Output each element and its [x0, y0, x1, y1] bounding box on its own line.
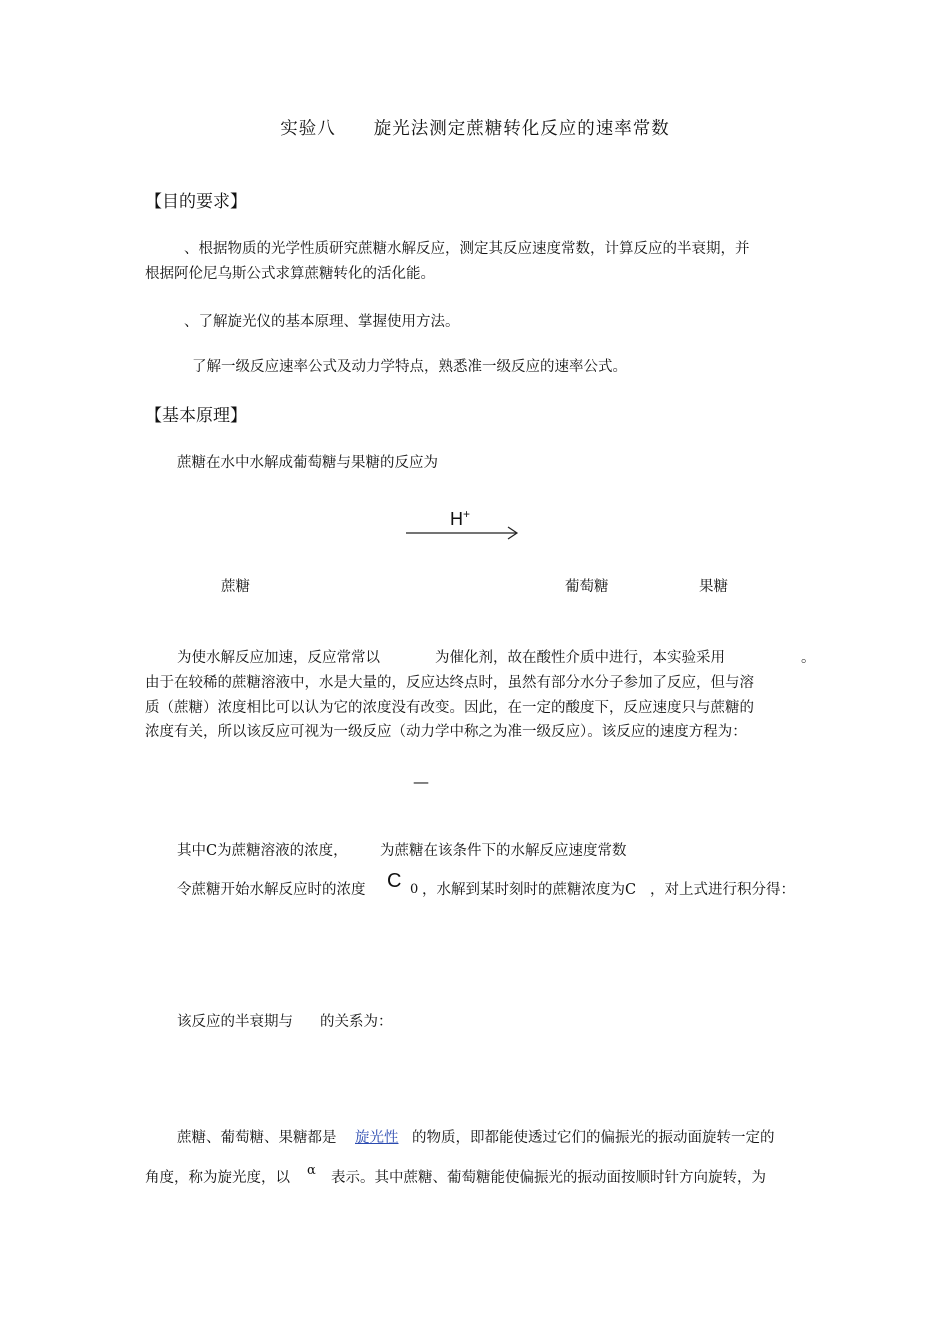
optical-line2a: 角度，称为旋光度，以: [145, 1170, 290, 1186]
catalyst-label: H+: [450, 507, 471, 529]
optical-activity-link[interactable]: 旋光性: [355, 1130, 399, 1146]
label-fructose: 果糖: [699, 579, 728, 595]
init-line-a: 令蔗糖开始水解反应时的浓度: [177, 882, 366, 898]
halflife-line-b: 的关系为：: [320, 1014, 393, 1030]
where-line-b: 为蔗糖在该条件下的水解反应速度常数: [380, 843, 627, 859]
optical-line1b: 的物质，即都能使透过它们的偏振光的振动面旋转一定的: [412, 1130, 775, 1146]
equation-fraction-bar: —: [413, 772, 429, 791]
para1-line2: 由于在较稀的蔗糖溶液中，水是大量的，反应达终点时，虽然有部分水分子参加了反应，但与溶: [145, 675, 754, 691]
section-heading-purpose: 【目的要求】: [145, 192, 247, 212]
arrow-icon: [404, 505, 524, 545]
principle-intro: 蔗糖在水中水解成葡萄糖与果糖的反应为: [177, 455, 438, 471]
title-part2: 旋光法测定蔗糖转化反应的速率常数: [373, 119, 670, 139]
where-line-a: 其中C为蔗糖溶液的浓度，: [177, 843, 348, 859]
init-symbol-c: C: [387, 870, 402, 892]
label-sucrose: 蔗糖: [221, 579, 250, 595]
catalyst-superscript: +: [463, 507, 471, 521]
label-glucose: 葡萄糖: [565, 579, 609, 595]
para1-line3: 质（蔗糖）浓度相比可以认为它的浓度没有改变。因此，在一定的酸度下，反应速度只与蔗糖的: [145, 700, 754, 716]
para1-line1c: 。: [801, 650, 816, 666]
purpose-item3: 了解一级反应速率公式及动力学特点，熟悉准一级反应的速率公式。: [192, 359, 627, 375]
alpha-symbol: α: [307, 1163, 316, 1178]
para1-line1b: 为催化剂，故在酸性介质中进行，本实验采用: [435, 650, 725, 666]
optical-line1a: 蔗糖、葡萄糖、果糖都是: [177, 1130, 337, 1146]
init-line-b: ，水解到某时刻时的蔗糖浓度为C: [422, 882, 637, 898]
purpose-item1-line2: 根据阿伦尼乌斯公式求算蔗糖转化的活化能。: [145, 266, 435, 282]
init-line-c: ，对上式进行积分得：: [650, 882, 795, 898]
halflife-line-a: 该反应的半衰期与: [177, 1014, 293, 1030]
init-subscript: 0: [410, 882, 419, 897]
title-part1: 实验八: [280, 119, 336, 139]
page-title: [0, 115, 950, 140]
section-heading-principle: 【基本原理】: [145, 406, 247, 426]
purpose-item1-line1: 、根据物质的光学性质研究蔗糖水解反应，测定其反应速度常数，计算反应的半衰期，并: [184, 241, 750, 257]
para1-line4: 浓度有关，所以该反应可视为一级反应（动力学中称之为准一级反应）。该反应的速度方程为：: [145, 724, 747, 740]
reaction-arrow: [404, 505, 524, 545]
optical-line2b: 表示。其中蔗糖、葡萄糖能使偏振光的振动面按顺时针方向旋转，为: [331, 1170, 766, 1186]
para1-line1a: 为使水解反应加速，反应常常以: [177, 650, 380, 666]
purpose-item2: 、了解旋光仪的基本原理、掌握使用方法。: [184, 314, 460, 330]
